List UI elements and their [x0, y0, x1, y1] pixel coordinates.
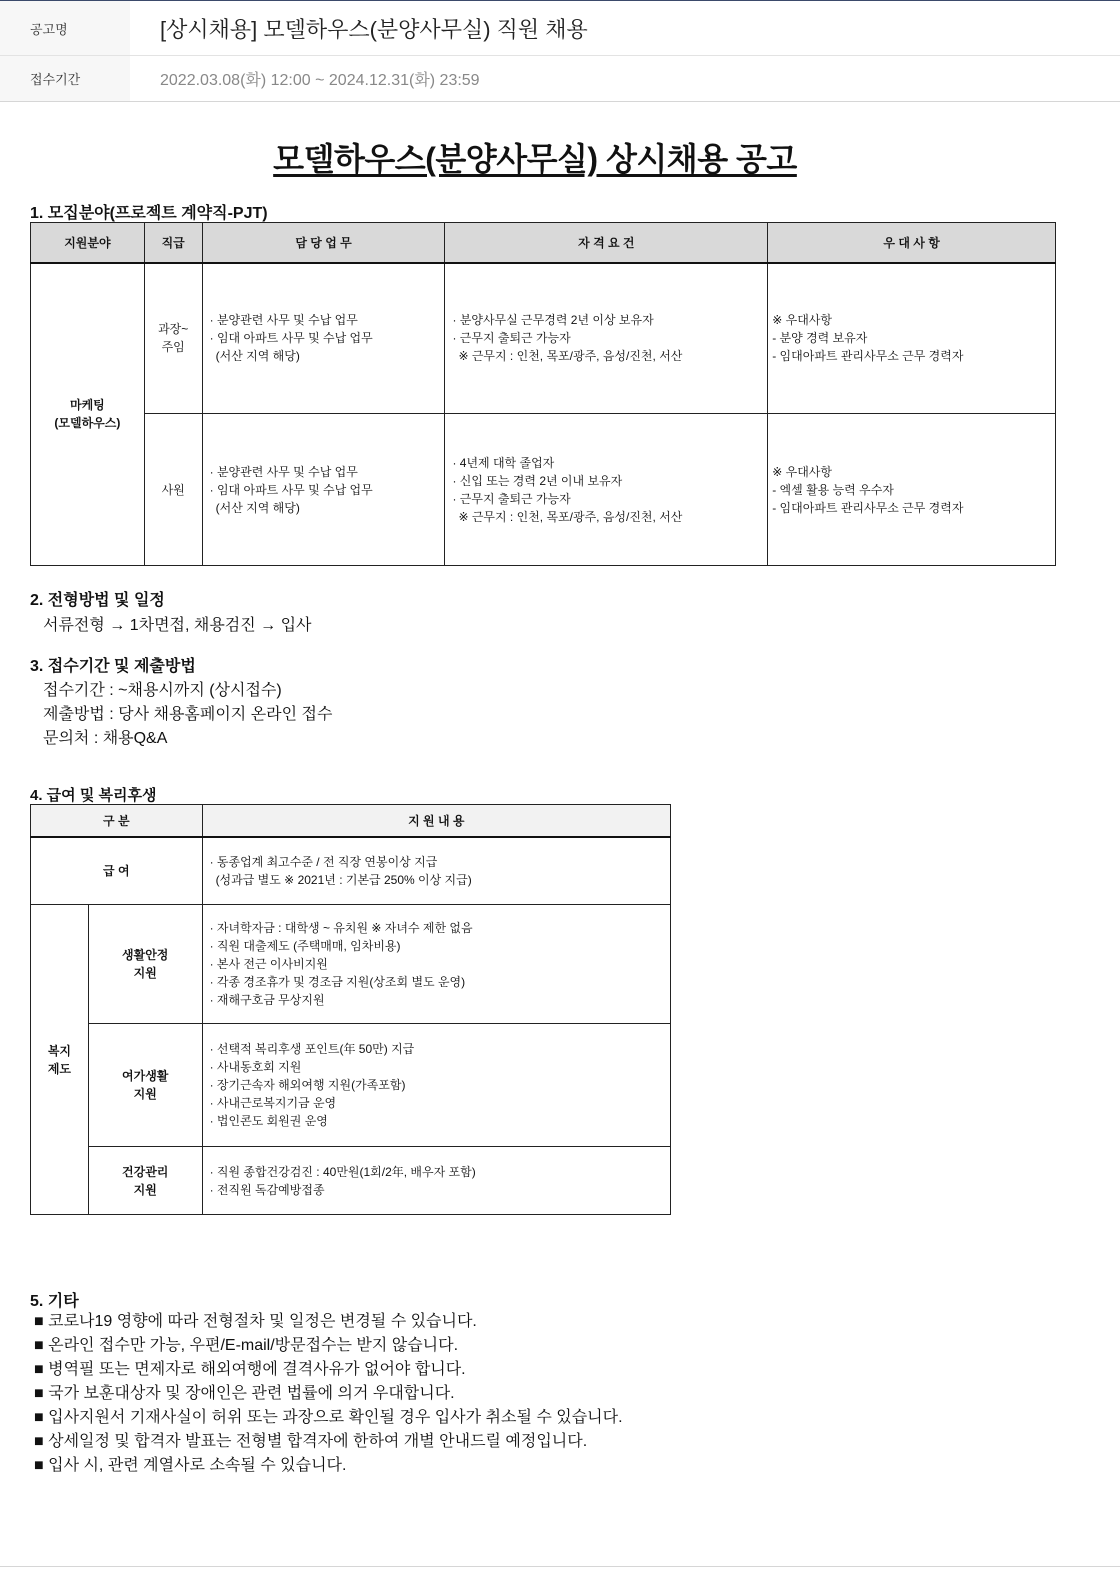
section-3-line: 문의처 : 채용Q&A	[43, 730, 168, 747]
list-item: · 장기근속자 해외여행 지원(가족포함)	[209, 1078, 406, 1092]
posting-period-row	[0, 56, 1120, 102]
header-duties: 담 당 업 무	[202, 223, 445, 263]
list-item: ※ 근무지 : 인천, 목포/광주, 음성/진천, 서산	[458, 349, 683, 364]
list-item: ■ 입사 시, 관련 계열사로 소속될 수 있습니다.	[34, 1457, 347, 1474]
list-item: · 분양사무실 근무경력 2년 이상 보유자	[452, 313, 654, 328]
rank-line: 사원	[161, 482, 185, 497]
welfare-label-line: 복지	[47, 1043, 72, 1058]
list-item: · 분양관련 사무 및 수납 업무	[209, 313, 358, 328]
list-item: - 임대아파트 관리사무소 근무 경력자	[772, 349, 964, 364]
rank-cell	[144, 263, 202, 414]
list-item: · 전직원 독감예방접종	[209, 1182, 325, 1197]
table-row	[31, 837, 671, 905]
list-item: · 본사 전근 이사비지원	[209, 957, 328, 971]
rank-line: 과장~	[158, 322, 189, 337]
bottom-border	[0, 1566, 1120, 1567]
table-row	[31, 905, 671, 1024]
posting-meta	[0, 1, 1120, 102]
welfare-items	[202, 905, 670, 1024]
table-row	[31, 414, 1056, 566]
list-item: · 직원 대출제도 (주택매매, 임차비용)	[209, 939, 401, 953]
category-line: 여가생활	[122, 1069, 169, 1083]
section-5-heading: 5. 기타	[30, 1293, 79, 1310]
posting-title-label: 공고명	[0, 1, 130, 55]
list-item: · 근무지 출퇴근 가능자	[452, 491, 571, 506]
salary-cell	[202, 837, 670, 905]
list-item: · 분양관련 사무 및 수납 업무	[209, 464, 358, 479]
list-item: ■ 온라인 접수만 가능, 우편/E-mail/방문접수는 받지 않습니다.	[34, 1337, 459, 1354]
list-item: ■ 코로나19 영향에 따라 전형절차 및 일정은 변경될 수 있습니다.	[34, 1313, 477, 1330]
list-item: - 분양 경력 보유자	[772, 331, 868, 346]
list-item: ※ 근무지 : 인천, 목포/광주, 음성/진천, 서산	[458, 509, 683, 524]
welfare-items	[202, 1147, 670, 1215]
field-cell	[31, 263, 145, 566]
field-line: 마케팅	[69, 398, 105, 413]
list-item: ■ 입사지원서 기재사실이 허위 또는 과장으로 확인될 경우 입사가 취소될 수 있습니다.	[34, 1409, 623, 1426]
list-item: · 직원 종합건강검진 : 40만원(1회/2年, 배우자 포함)	[209, 1164, 476, 1179]
header-preferred: 우 대 사 항	[768, 223, 1056, 263]
posting-title-row	[0, 1, 1120, 56]
posting-title: [상시채용] 모델하우스(분양사무실) 직원 채용	[160, 16, 588, 42]
table-row	[31, 1147, 671, 1215]
header-rank: 직급	[144, 223, 202, 263]
list-item: - 임대아파트 관리사무소 근무 경력자	[772, 500, 964, 515]
list-item: · 재해구호금 무상지원	[209, 993, 325, 1007]
requirements-cell	[445, 414, 768, 566]
welfare-category	[88, 1147, 202, 1215]
list-item: ※ 우대사항	[772, 464, 832, 479]
section-3-line: 제출방법 : 당사 채용홈페이지 온라인 접수	[43, 706, 333, 723]
benefits-table	[30, 804, 671, 1215]
category-line: 생활안정	[122, 948, 169, 962]
category-line: 건강관리	[122, 1164, 169, 1179]
section-2-text: 서류전형 → 1차면접, 채용검진 → 입사	[43, 617, 312, 634]
section-3-line: 접수기간 : ~채용시까지 (상시접수)	[43, 682, 282, 699]
duties-cell	[202, 414, 445, 566]
list-item: · 임대 아파트 사무 및 수납 업무	[209, 331, 373, 346]
list-item: (서산 지역 해당)	[215, 500, 300, 515]
welfare-items	[202, 1024, 670, 1147]
header-category: 구 분	[31, 805, 203, 837]
duties-cell	[202, 263, 445, 414]
section-2-heading: 2. 전형방법 및 일정	[30, 592, 165, 609]
posting-period-label: 접수기간	[0, 56, 130, 101]
list-item: ■ 상세일정 및 합격자 발표는 전형별 합격자에 한하여 개별 안내드릴 예정입니다.	[34, 1433, 588, 1450]
welfare-category	[88, 905, 202, 1024]
welfare-label	[31, 905, 89, 1215]
list-item: · 신입 또는 경력 2년 이내 보유자	[452, 473, 623, 488]
rank-line: 주임	[161, 340, 185, 355]
list-item: ■ 병역필 또는 면제자로 해외여행에 결격사유가 없어야 합니다.	[34, 1361, 466, 1378]
salary-label: 급 여	[31, 837, 203, 905]
list-item: - 엑셀 활용 능력 우수자	[772, 482, 894, 497]
table-row	[31, 1024, 671, 1147]
category-line: 지원	[133, 1182, 157, 1197]
header-content: 지 원 내 용	[202, 805, 670, 837]
notes-list	[30, 1310, 623, 1478]
posting-period: 2022.03.08(화) 12:00 ~ 2024.12.31(화) 23:59	[160, 72, 480, 89]
list-item: ※ 우대사항	[772, 313, 832, 328]
welfare-category	[88, 1024, 202, 1147]
list-item: · 임대 아파트 사무 및 수납 업무	[209, 482, 373, 497]
list-item: · 4년제 대학 졸업자	[452, 455, 555, 470]
list-item: (서산 지역 해당)	[215, 349, 300, 364]
list-item: · 법인콘도 회원권 운영	[209, 1114, 328, 1128]
header-field: 지원분야	[31, 223, 145, 263]
section-3-heading: 3. 접수기간 및 제출방법	[30, 658, 196, 675]
table-row	[31, 263, 1056, 414]
preferred-cell	[768, 263, 1056, 414]
category-line: 지원	[133, 1087, 157, 1101]
preferred-cell	[768, 414, 1056, 566]
list-item: · 근무지 출퇴근 가능자	[452, 331, 571, 346]
section-1-heading: 1. 모집분야(프로젝트 계약직-PJT)	[30, 205, 268, 222]
list-item: ■ 국가 보훈대상자 및 장애인은 관련 법률에 의거 우대합니다.	[34, 1385, 455, 1402]
list-item: · 사내동호회 지원	[209, 1060, 302, 1074]
welfare-label-line: 제도	[47, 1061, 72, 1076]
list-item: · 자녀학자금 : 대학생 ~ 유치원 ※ 자녀수 제한 없음	[209, 921, 473, 935]
category-line: 지원	[133, 966, 157, 980]
recruitment-table	[30, 222, 1056, 566]
list-item: · 선택적 복리후생 포인트(年 50만) 지급	[209, 1042, 415, 1056]
list-item: · 각종 경조휴가 및 경조금 지원(상조회 별도 운영)	[209, 975, 466, 989]
field-line: (모델하우스)	[54, 416, 121, 431]
rank-cell	[144, 414, 202, 566]
list-item: (성과급 별도 ※ 2021년 : 기본급 250% 이상 지급)	[215, 872, 472, 887]
list-item: · 동종업계 최고수준 / 전 직장 연봉이상 지급	[209, 854, 438, 869]
header-requirements: 자 격 요 건	[445, 223, 768, 263]
section-4-heading: 4. 급여 및 복리후생	[30, 787, 157, 804]
list-item: · 사내근로복지기금 운영	[209, 1096, 337, 1110]
requirements-cell	[445, 263, 768, 414]
document-title: 모델하우스(분양사무실) 상시채용 공고	[273, 141, 797, 177]
